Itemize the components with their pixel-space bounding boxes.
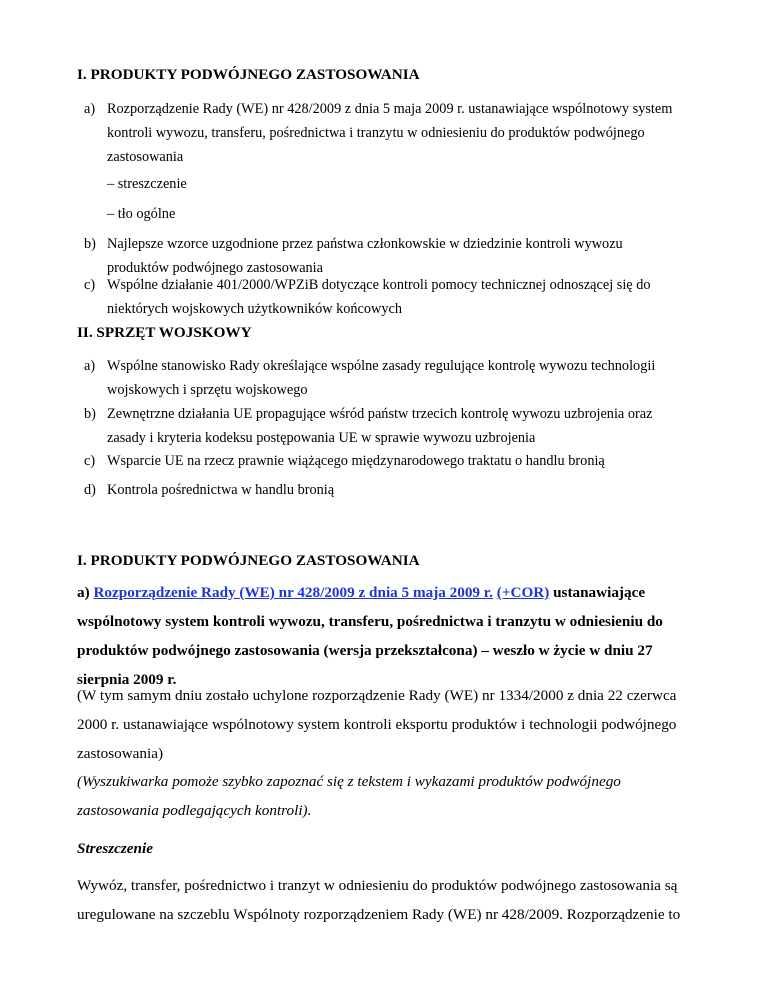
summary-text: Wywóz, transfer, pośrednictwo i tranzyt w odniesieniu do produktów podwójnego zastosowania są uregulowane na szczeblu Wspólnoty rozporządzeniem Rady (WE) nr 428/2009. Rozporządzenie to [77, 877, 681, 923]
toc-item-text: Wsparcie UE na rzecz prawnie wiążącego międzynarodowego traktatu o handlu bronią [107, 453, 605, 469]
toc-item-text: Wspólne działanie 401/2000/WPZiB dotyczące kontroli pomocy technicznej odnoszącej się do niektórych wojskowych użytkowników końcowych [107, 277, 651, 317]
toc-item-text: Kontrola pośrednictwa w handlu bronią [107, 482, 335, 498]
toc-item-label: b) [84, 236, 96, 252]
toc-subitem-background: – tło ogólne [107, 206, 176, 222]
item-a-paragraph [77, 578, 697, 694]
toc-item-label: a) [84, 101, 96, 117]
toc-item-2c [84, 449, 684, 473]
section-1-title: I. PRODUKTY PODWÓJNEGO ZASTOSOWANIA [77, 552, 420, 569]
toc-item-label: c) [84, 453, 96, 469]
toc-item-2d [84, 478, 684, 502]
regulation-link[interactable]: Rozporządzenie Rady (WE) nr 428/2009 z dnia 5 maja 2009 r. [93, 584, 493, 601]
summary-heading: Streszczenie [77, 840, 153, 857]
toc-section-2-title: II. SPRZĘT WOJSKOWY [77, 324, 252, 341]
toc-item-label: b) [84, 406, 96, 422]
item-a-label: a) [77, 584, 90, 601]
toc-item-label: c) [84, 277, 96, 293]
toc-item-label: d) [84, 482, 96, 498]
search-note: (Wyszukiwarka pomoże szybko zapoznać się z tekstem i wykazami produktów podwójnego zastosowania podlegających kontroli). [77, 773, 621, 819]
toc-item-2a [84, 354, 684, 402]
toc-item-2b [84, 402, 684, 450]
toc-item-text: Rozporządzenie Rady (WE) nr 428/2009 z dnia 5 maja 2009 r. ustanawiające wspólnotowy system kontroli wywozu, transferu, pośrednictwa i tranzytu w odniesieniu do produktów podwójnego zastosowania [107, 101, 673, 165]
corrigendum-link[interactable]: (+COR) [496, 584, 550, 601]
toc-item-text: Wspólne stanowisko Rady określające wspólne zasady regulujące kontrolę wywozu technologii wojskowych i sprzętu wojskowego [107, 358, 656, 398]
repealed-note: (W tym samym dniu zostało uchylone rozporządzenie Rady (WE) nr 1334/2000 z dnia 22 czerwca 2000 r. ustanawiające wspólnotowy system kontroli eksportu produktów i technologii podwójnego zastosowania) [77, 687, 677, 762]
toc-item-text: Najlepsze wzorce uzgodnione przez państwa członkowskie w dziedzinie kontroli wywozu produktów podwójnego zastosowania [107, 236, 623, 276]
toc-item-1a [84, 97, 684, 169]
toc-item-1c [84, 273, 684, 321]
toc-item-text: Zewnętrzne działania UE propagujące wśród państw trzecich kontrolę wywozu uzbrojenia oraz zasady i kryteria kodeksu postępowania UE w sprawie wywozu uzbrojenia [107, 406, 653, 446]
item-a-rest: ustanawiające wspólnotowy system kontroli wywozu, transferu, pośrednictwa i tranzytu w odniesieniu do produktów podwójnego zastosowania (wersja przekształcona) – weszło w życie w dniu 27 sierpnia 2009 r. [77, 584, 663, 688]
toc-section-1-title: I. PRODUKTY PODWÓJNEGO ZASTOSOWANIA [77, 66, 420, 83]
toc-subitem-summary: – streszczenie [107, 176, 187, 192]
toc-item-label: a) [84, 358, 96, 374]
